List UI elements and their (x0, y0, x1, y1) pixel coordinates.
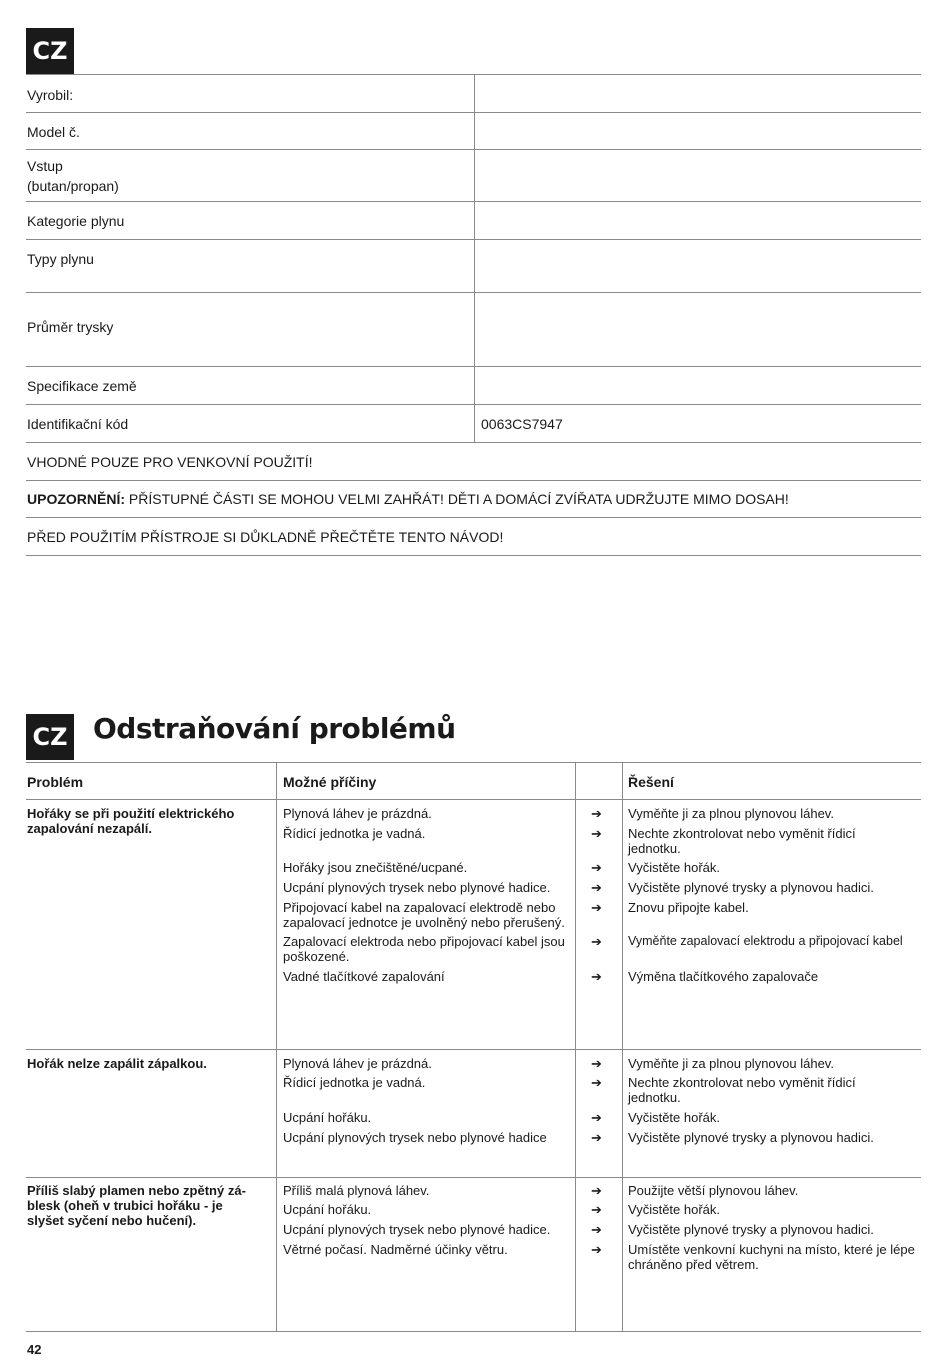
section-title: Odstraňování problémů (93, 712, 456, 745)
solution: Umístěte venkovní kuchyni na místo, které je lépe chráněno před větrem. (628, 1242, 915, 1272)
solution: Nechte zkontrolovat nebo vyměnit řídicí jednotku. (628, 1075, 856, 1105)
cause: Ucpání plynových trysek nebo plynové hadice (283, 1130, 547, 1145)
arrow-right-icon: ➔ (591, 1242, 602, 1257)
arrow-right-icon: ➔ (591, 1202, 602, 1217)
solution: Vyčistěte hořák. (628, 860, 721, 875)
divider (26, 1331, 921, 1332)
section-language-badge: CZ (26, 714, 74, 760)
divider (26, 442, 921, 443)
divider (26, 555, 921, 556)
cause: Ucpání hořáku. (283, 1202, 372, 1217)
divider (26, 762, 921, 763)
solution: Vyčistěte plynové trysky a plynovou hadici. (628, 1222, 874, 1237)
solution: Vyčistěte plynové trysky a plynovou hadici. (628, 880, 874, 895)
notice-read-manual: PŘED POUŽITÍM PŘÍSTROJE SI DŮKLADNĚ PŘEČTĚTE TENTO NÁVOD! (27, 529, 504, 545)
arrow-right-icon: ➔ (591, 860, 602, 875)
arrow-right-icon: ➔ (591, 1222, 602, 1237)
cause: Zapalovací elektroda nebo připojovací kabel jsou poškozené. (283, 934, 565, 964)
spec-label-input-sub: (butan/propan) (27, 178, 119, 194)
arrow-right-icon: ➔ (591, 969, 602, 984)
divider (26, 1177, 921, 1178)
spec-label-model: Model č. (27, 124, 80, 140)
notice-outdoor-only: VHODNÉ POUZE PRO VENKOVNÍ POUŽITÍ! (27, 454, 313, 470)
solution: Vyměňte ji za plnou plynovou láhev. (628, 806, 834, 821)
arrow-right-icon: ➔ (591, 880, 602, 895)
solution: Vyčistěte hořák. (628, 1110, 721, 1125)
problem-match-ignition: Hořák nelze zapálit zápalkou. (27, 1056, 207, 1071)
cause: Plynová láhev je prázdná. (283, 806, 432, 821)
solution: Výměna tlačítkového zapalovače (628, 969, 819, 984)
arrow-right-icon: ➔ (591, 806, 602, 821)
cause: Ucpání hořáku. (283, 1110, 372, 1125)
cause: Větrné počasí. Nadměrné účinky větru. (283, 1242, 508, 1257)
problem-electric-ignition: Hořáky se při použití elektrického zapalování nezapálí. (27, 806, 235, 836)
solution: Vyměňte zapalovací elektrodu a připojovací kabel (628, 934, 903, 948)
cause: Řídicí jednotka je vadná. (283, 1075, 426, 1090)
spec-label-gas-category: Kategorie plynu (27, 213, 125, 229)
solution: Nechte zkontrolovat nebo vyměnit řídicí jednotku. (628, 826, 856, 856)
spec-label-manufacturer: Vyrobil: (27, 87, 74, 103)
spec-value-id-code: 0063CS7947 (481, 416, 563, 432)
solution: Znovu připojte kabel. (628, 900, 749, 915)
header-causes: Možné příčiny (283, 774, 377, 790)
solution: Vyčistěte plynové trysky a plynovou hadici. (628, 1130, 874, 1145)
divider (26, 1049, 921, 1050)
column-divider (622, 762, 623, 1331)
column-divider (474, 74, 475, 442)
warning-text: PŘÍSTUPNÉ ČÁSTI SE MOHOU VELMI ZAHŘÁT! DĚTI A DOMÁCÍ ZVÍŘATA UDRŽUJTE MIMO DOSAH! (125, 491, 789, 507)
solution: Vyměňte ji za plnou plynovou láhev. (628, 1056, 834, 1071)
cause: Ucpání plynových trysek nebo plynové hadice. (283, 1222, 551, 1237)
cause: Příliš malá plynová láhev. (283, 1183, 430, 1198)
arrow-right-icon: ➔ (591, 900, 602, 915)
spec-label-id-code: Identifikační kód (27, 416, 129, 432)
arrow-right-icon: ➔ (591, 1110, 602, 1125)
column-divider (575, 762, 576, 1331)
arrow-right-icon: ➔ (591, 1183, 602, 1198)
divider (26, 799, 921, 800)
warning-notice (27, 491, 789, 508)
header-solution: Řešení (628, 774, 674, 790)
warning-label: UPOZORNĚNÍ: (27, 491, 125, 507)
spec-label-gas-types: Typy plynu (27, 251, 94, 267)
cause: Ucpání plynových trysek nebo plynové hadice. (283, 880, 551, 895)
page-number: 42 (27, 1342, 42, 1357)
arrow-right-icon: ➔ (591, 1075, 602, 1090)
cause: Připojovací kabel na zapalovací elektrodě nebo zapalovací jednotce je uvolněný nebo přerušený. (283, 900, 565, 930)
divider (26, 480, 921, 481)
spec-label-nozzle-diameter: Průměr trysky (27, 319, 114, 335)
spec-label-input: Vstup (27, 158, 63, 174)
language-badge: CZ (26, 28, 74, 74)
solution: Použijte větší plynovou láhev. (628, 1183, 799, 1198)
arrow-right-icon: ➔ (591, 1056, 602, 1071)
spec-label-country: Specifikace země (27, 378, 137, 394)
cause: Vadné tlačítkové zapalování (283, 969, 445, 984)
solution: Vyčistěte hořák. (628, 1202, 721, 1217)
cause: Plynová láhev je prázdná. (283, 1056, 432, 1071)
divider (26, 517, 921, 518)
arrow-right-icon: ➔ (591, 934, 602, 949)
arrow-right-icon: ➔ (591, 1130, 602, 1145)
arrow-right-icon: ➔ (591, 826, 602, 841)
cause: Hořáky jsou znečištěné/ucpané. (283, 860, 468, 875)
problem-weak-flame: Příliš slabý plamen nebo zpětný zá-blesk (oheň v trubici hořáku - je slyšet syčení nebo hučení). (27, 1183, 246, 1228)
cause: Řídicí jednotka je vadná. (283, 826, 426, 841)
column-divider (276, 762, 277, 1331)
header-problem: Problém (27, 774, 84, 790)
